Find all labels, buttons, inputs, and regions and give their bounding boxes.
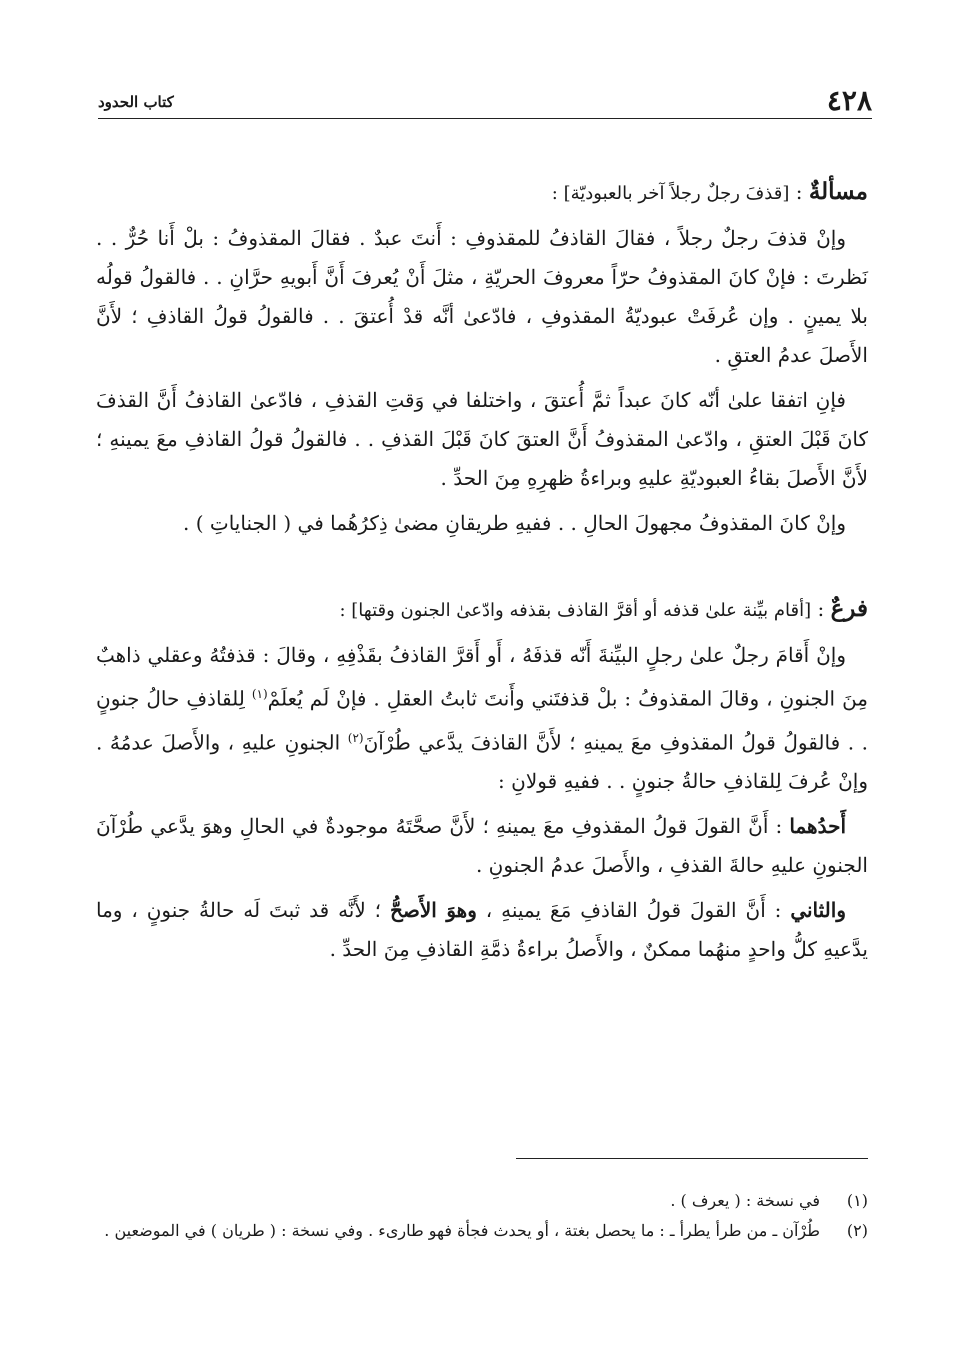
footnote-text: طُرْآن ـ من طرأ يطرأ ـ : ما يحصل بغتة ، أو يحدث فجأة فهو طارىء . وفي نسخة : ( طريان ) في الموضعين . xyxy=(104,1221,820,1240)
paragraph xyxy=(96,636,868,801)
heading-separator: : xyxy=(789,180,809,204)
footnote-2 xyxy=(96,1216,868,1246)
paragraph: وإنْ قذفَ رجلٌ رجلاً ، فقالَ القاذفُ للمقذوفِ : أَنتَ عبدٌ . فقالَ المقذوفُ : بلْ أَنا حُرٌّ . . نَظرتَ : فإنْ كانَ المقذوفُ حرّاً معروفَ الحريّةِ ، مثلَ أَنْ يُعرفَ أَنَّ أَبويهِ حرَّانِ . . فالقولُ قولُه بلا يمينٍ . وإن عُرفَتْ عبوديّةُ المقذوفِ ، فادّعىٰ أنَّه قدْ أُعتقَ . . فالقولُ قولُ القاذفِ ؛ لأَنَّ الأَصلَ عدمُ العتقِ . xyxy=(96,226,868,367)
footnote-number: (١) xyxy=(846,1191,868,1210)
heading-keyword: مسألةٌ xyxy=(808,178,868,205)
footnote-number: (٢) xyxy=(846,1221,868,1240)
footnote-text: في نسخة : ( يعرف ) . xyxy=(670,1191,820,1210)
opinion-lead: والثاني xyxy=(790,898,846,923)
footnotes xyxy=(96,1186,868,1246)
opinion-second xyxy=(96,891,868,969)
preferred-opinion-label: وهوَ الأَصحُّ xyxy=(389,898,477,923)
heading-keyword: فرعٌ xyxy=(830,595,868,622)
footnote-ref-1[interactable]: (١) xyxy=(251,687,268,701)
heading-title: [قذفَ رجلٌ رجلاً آخر بالعبوديّة] : xyxy=(551,183,790,204)
running-title: كتاب الحدود xyxy=(98,93,174,111)
opinion-first xyxy=(96,807,868,885)
page-header xyxy=(98,84,872,119)
page-body xyxy=(96,172,868,975)
footnote-ref-2[interactable]: (٢) xyxy=(347,730,364,745)
paragraph-text: الجنونِ عليهِ ، والأَصلَ عدمُهُ . وإنْ عُرفَ لِلقاذفِ حالةُ جنونٍ . . ففيهِ قولانِ : xyxy=(96,730,868,794)
paragraph-text: لِلقاذفِ حالُ جنونٍ . . فالقولُ قولُ المقذوفِ معَ يمينهِ ؛ لأَنَّ القاذفَ يدَّعي طُرْآنَ xyxy=(96,686,868,755)
opinion-text: : أَنَّ القولَ قولُ القاذفِ مَعَ يمينهِ ، xyxy=(476,898,791,923)
footnote-1 xyxy=(96,1186,868,1216)
heading-separator: : xyxy=(811,597,831,621)
section-heading-far xyxy=(96,589,868,630)
opinion-lead: أَحدُهما xyxy=(789,814,846,839)
opinion-text: : أَنَّ القولَ قولُ المقذوفِ معَ يمينهِ ؛ لأَنَّ صحَّتَهُ موجودةٌ في الحالِ وهوَ يدَّعي طُرْآنَ الجنونِ عليهِ حالةَ القذفِ ، والأَصلَ عدمُ الجنونِ . xyxy=(96,814,868,878)
page-number: ٤٢٨ xyxy=(826,84,872,117)
paragraph: وإنْ كانَ المقذوفُ مجهولَ الحالِ . . ففيهِ طريقانِ مضىٰ ذِكرُهُما في ( الجناياتِ ) . xyxy=(182,511,846,535)
paragraph: فإنِ اتفقا علىٰ أنّه كانَ عبداً ثمَّ أُعتقَ ، واختلفا في وَقتِ القذفِ ، فادّعىٰ القاذفُ أَنَّ القذفَ كانَ قَبْلَ العتقِ ، وادّعىٰ المقذوفُ أَنَّ العتقَ كانَ قَبْلَ القذفِ . . فالقولُ قولُ القاذفِ معَ يمينهِ ؛ لأَنَّ الأَصلَ بقاءُ العبوديّةِ عليهِ وبراءةُ ظهرِهِ مِنَ الحدِّ . xyxy=(96,388,868,490)
section-heading-masala xyxy=(96,172,868,213)
opinion-text: ؛ لأَنَّه قد ثبتَ لَه حالةُ جنونٍ ، وما يدَّعيهِ كلُّ واحدٍ منهُما ممكنٌ ، والأَصلُ براءةُ ذمَّةِ القاذفِ مِنَ الحدِّ . xyxy=(96,898,868,962)
heading-title: [أقام بيِّنة علىٰ قذفه أو أقرَّ القاذف بقذفه وادّعىٰ الجنون وقتها] : xyxy=(339,600,812,621)
footnote-separator xyxy=(516,1158,868,1159)
paragraph-text: وإنْ أَقامَ رجلٌ علىٰ رجلٍ البيِّنةَ أَنّه قذفَهُ ، أَو أَقرَّ القاذفُ بقَذْفِهِ ، وقالَ : قذفتُهُ وعقلي ذاهبٌ مِنَ الجنونِ ، وقالَ المقذوفُ : بلْ قذفتَني وأَنتَ ثابتُ العقلِ . فإنْ لَم يُعلَمْ xyxy=(96,643,869,711)
